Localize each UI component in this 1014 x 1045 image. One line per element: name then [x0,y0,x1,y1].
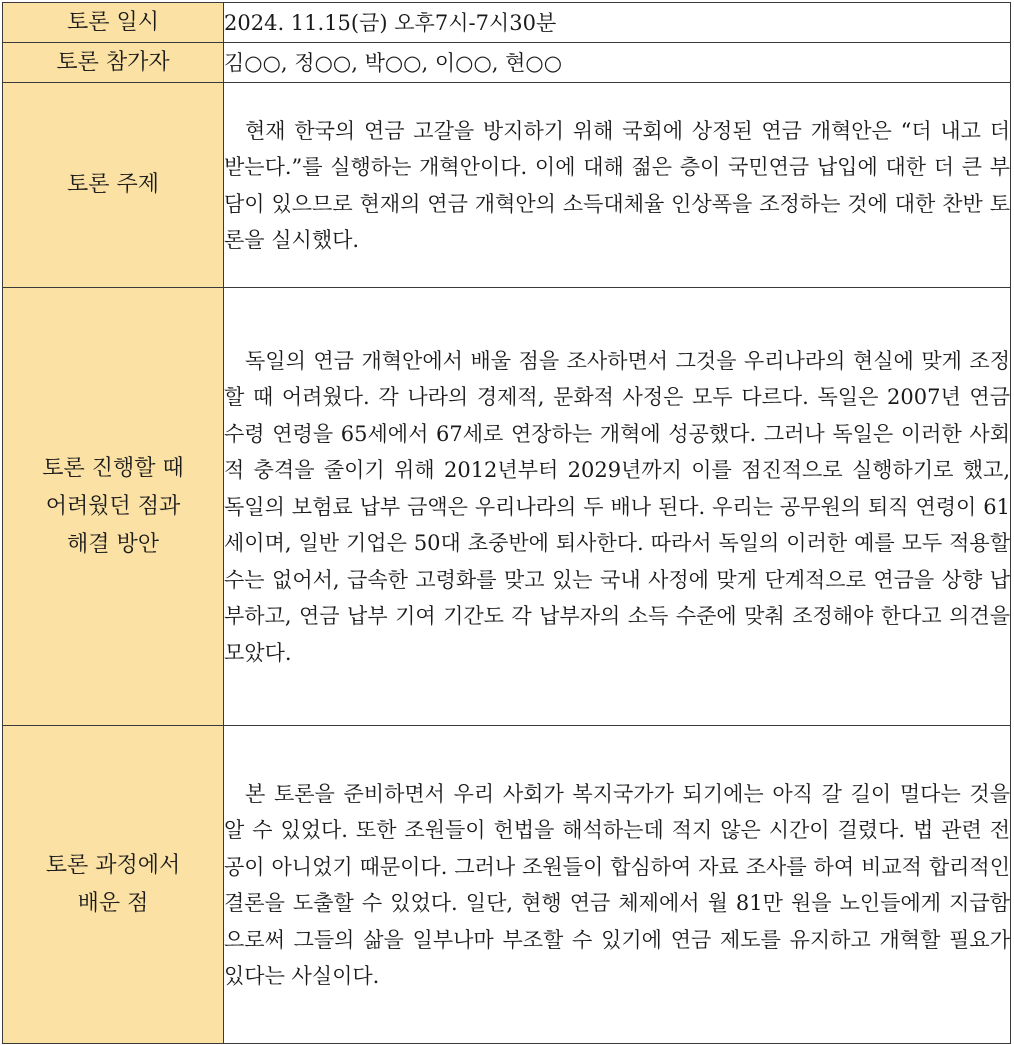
label-debate-topic [3,83,224,288]
label-text: 토론 진행할 때 어려웠던 점과 해결 방안 [42,455,184,557]
debate-report-table [2,2,1011,1044]
label-difficulties-solutions [3,288,224,726]
value-lessons-learned: 본 토론을 준비하면서 우리 사회가 복지국가가 되기에는 아직 갈 길이 멀다는 것을 알 수 있었다. 또한 조원들이 헌법을 해석하는데 적지 않은 시간이 걸렸다. 법 관련 전공이 아니었기 때문이다. 그러나 조원들이 합심하여 자료 조사를 하여 비교적 합리적인 결론을 도출할 수 있었다. 일단, 현행 연금 체제에서 월 81만 원을 노인들에게 지급함으로써 그들의 삶을 일부나마 부조할 수 있기에 연금 제도를 유지하고 개혁할 필요가 있다는 사실이다. [224,726,1011,1044]
label-debate-participants [3,43,224,83]
label-text: 토론 일시 [66,9,159,35]
label-debate-datetime [3,3,224,43]
row-lessons-learned [3,726,1011,1044]
value-difficulties-solutions: 독일의 연금 개혁안에서 배울 점을 조사하면서 그것을 우리나라의 현실에 맞게 조정할 때 어려웠다. 각 나라의 경제적, 문화적 사정은 모두 다르다. 독일은 2007년 연금 수령 연령을 65세에서 67세로 연장하는 개혁에 성공했다. 그러나 독일은 이러한 사회적 충격을 줄이기 위해 2012년부터 2029년까지 이를 점진적으로 실행하기로 했고, 독일의 보험료 납부 금액은 우리나라의 두 배나 된다. 우리는 공무원의 퇴직 연령이 61세이며, 일반 기업은 50대 초중반에 퇴사한다. 따라서 독일의 이러한 예를 모두 적용할 수는 없어서, 급속한 고령화를 맞고 있는 국내 사정에 맞게 단계적으로 연금을 상향 납부하고, 연금 납부 기여 기간도 각 납부자의 소득 수준에 맞춰 조정해야 한다고 의견을 모았다. [224,288,1011,726]
label-text: 토론 주제 [66,172,159,197]
label-lessons-learned [3,726,224,1044]
value-debate-participants: 김○○, 정○○, 박○○, 이○○, 현○○ [224,43,1011,83]
row-difficulties-solutions [3,288,1011,726]
row-debate-participants [3,43,1011,83]
label-text: 토론 참가자 [56,49,170,75]
value-debate-topic: 현재 한국의 연금 고갈을 방지하기 위해 국회에 상정된 연금 개혁안은 “더 내고 더 받는다.”를 실행하는 개혁안이다. 이에 대해 젊은 층이 국민연금 납입에 대한 더 큰 부담이 있으므로 현재의 연금 개혁안의 소득대체율 인상폭을 조정하는 것에 대한 찬반 토론을 실시했다. [224,83,1011,288]
row-debate-topic [3,83,1011,288]
row-debate-datetime [3,3,1011,43]
label-text: 토론 과정에서 배운 점 [45,852,181,916]
value-debate-datetime: 2024. 11.15(금) 오후7시-7시30분 [224,3,1011,43]
